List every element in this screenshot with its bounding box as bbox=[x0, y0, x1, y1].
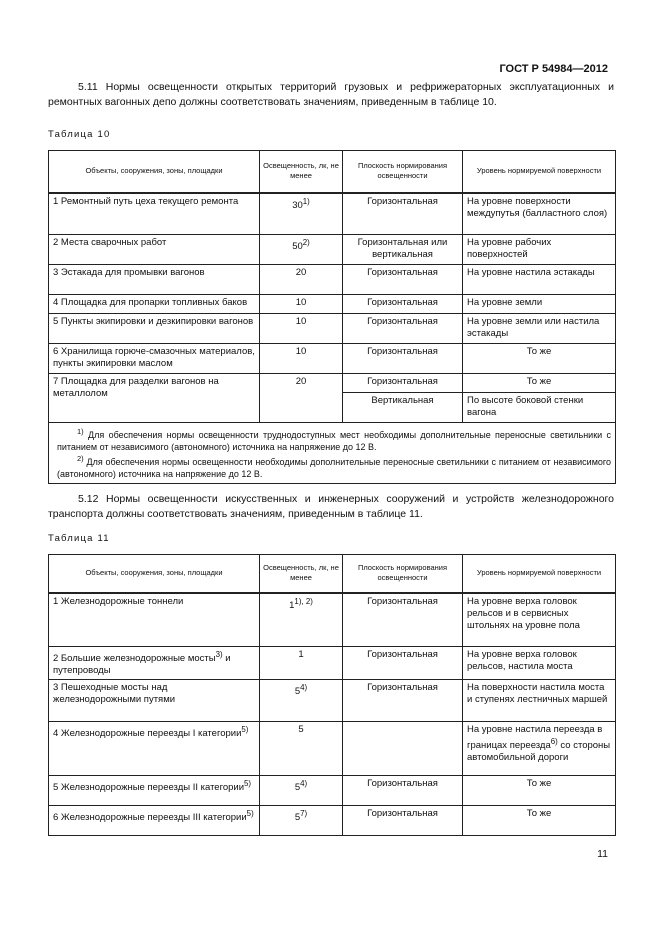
table-cell-lux: 10 bbox=[260, 344, 343, 374]
table-cell-plane bbox=[343, 722, 463, 776]
table-cell-plane: Горизонтальная bbox=[343, 344, 463, 374]
table-11-header-plane: Плоскость нормирования освещенности bbox=[343, 555, 463, 593]
table-cell-lux: 5$^{4)}$ bbox=[260, 776, 343, 806]
table-row bbox=[49, 344, 616, 374]
table-10-header-level: Уровень нормируемой поверхности bbox=[463, 151, 616, 193]
table-10-caption: Таблица 10 bbox=[48, 129, 111, 140]
table-cell-object: 5 Пункты экипировки и дезкипировки вагонов bbox=[49, 314, 260, 344]
table-row bbox=[49, 193, 616, 235]
paragraph-5-12: 5.12 Нормы освещенности искусственных и инженерных сооружений и устройств железнодорожного транспорта должны соответствовать значениям, приведенным в таблице 11. bbox=[48, 493, 614, 520]
table-cell-object: 4 Железнодорожные переезды I категории$^{5)}$ bbox=[49, 722, 260, 776]
table-cell-object: 6 Железнодорожные переезды III категории$^{5)}$ bbox=[49, 806, 260, 836]
table-cell-level: На уровне земли bbox=[463, 295, 616, 314]
table-row bbox=[49, 647, 616, 680]
table-cell-level: То же bbox=[463, 374, 616, 393]
table-cell-plane: Горизонтальная bbox=[343, 776, 463, 806]
table-cell-plane: Горизонтальная или вертикальная bbox=[343, 235, 463, 265]
table-cell-object: 5 Железнодорожные переезды II категории$^{5)}$ bbox=[49, 776, 260, 806]
table-cell-plane: Вертикальная bbox=[343, 393, 463, 423]
table-cell-plane: Горизонтальная bbox=[343, 314, 463, 344]
table-10-header-lux: Освещенность, лк, не менее bbox=[260, 151, 343, 193]
table-cell-lux: 20 bbox=[260, 265, 343, 295]
table-row bbox=[49, 722, 616, 776]
table-cell-object: 3 Эстакада для промывки вагонов bbox=[49, 265, 260, 295]
footnote: $^{2)}$ Для обеспечения нормы освещенности необходимы дополнительные переносные светильники с питанием от независимого (автономного) источника на напряжение до 12 В. bbox=[57, 454, 611, 479]
table-cell-lux: $1^{1), 2)}$ bbox=[260, 593, 343, 647]
table-row bbox=[49, 680, 616, 722]
table-row bbox=[49, 235, 616, 265]
table-cell-lux: 5$^{7)}$ bbox=[260, 806, 343, 836]
table-11 bbox=[48, 554, 616, 836]
table-row bbox=[49, 776, 616, 806]
table-cell-level: На уровне поверхности междупутья (балластного слоя) bbox=[463, 193, 616, 235]
table-cell-object: 7 Площадка для разделки вагонов на металлолом bbox=[49, 374, 260, 423]
table-11-header-object: Объекты, сооружения, зоны, площадки bbox=[49, 555, 260, 593]
table-cell-level: То же bbox=[463, 344, 616, 374]
table-cell-object: 6 Хранилища горюче-смазочных материалов, пункты экипировки маслом bbox=[49, 344, 260, 374]
table-cell-level: На уровне земли или настила эстакады bbox=[463, 314, 616, 344]
table-cell-object: 4 Площадка для пропарки топливных баков bbox=[49, 295, 260, 314]
table-cell-level: На уровне настила эстакады bbox=[463, 265, 616, 295]
table-cell-level: То же bbox=[463, 776, 616, 806]
footnote: $^{1)}$ Для обеспечения нормы освещенности труднодоступных мест необходимы дополнительные переносные светильники с питанием от независимого (автономного) источника на напряжение до 12 В. bbox=[57, 427, 611, 452]
table-cell-lux: 50$^{2)}$ bbox=[260, 235, 343, 265]
table-notes-row bbox=[49, 423, 616, 484]
table-cell-level: То же bbox=[463, 806, 616, 836]
table-cell-lux: 5 bbox=[260, 722, 343, 776]
table-cell-plane: Горизонтальная bbox=[343, 265, 463, 295]
table-10-header-plane: Плоскость нормирования освещенности bbox=[343, 151, 463, 193]
page-number: 11 bbox=[597, 848, 608, 860]
table-cell-object: 1 Железнодорожные тоннели bbox=[49, 593, 260, 647]
table-row bbox=[49, 593, 616, 647]
table-11-caption: Таблица 11 bbox=[48, 533, 110, 544]
table-cell-lux: 1 bbox=[260, 647, 343, 680]
table-cell-lux: 5$^{4)}$ bbox=[260, 680, 343, 722]
table-row bbox=[49, 806, 616, 836]
table-10 bbox=[48, 150, 616, 484]
table-cell-level: На уровне верха головок рельсов, настила моста bbox=[463, 647, 616, 680]
table-cell-plane: Горизонтальная bbox=[343, 806, 463, 836]
table-11-header-level: Уровень нормируемой поверхности bbox=[463, 555, 616, 593]
table-cell-plane: Горизонтальная bbox=[343, 374, 463, 393]
table-10-header-object: Объекты, сооружения, зоны, площадки bbox=[49, 151, 260, 193]
table-cell-object: 1 Ремонтный путь цеха текущего ремонта bbox=[49, 193, 260, 235]
table-cell-object: 2 Места сварочных работ bbox=[49, 235, 260, 265]
table-cell-object: 3 Пешеходные мосты над железнодорожными путями bbox=[49, 680, 260, 722]
table-cell-object: 2 Большие железнодорожные мосты$^{3)}$ и путепроводы bbox=[49, 647, 260, 680]
table-row bbox=[49, 374, 616, 393]
table-cell-plane: Горизонтальная bbox=[343, 193, 463, 235]
table-11-header-lux: Освещенность, лк, не менее bbox=[260, 555, 343, 593]
table-cell-lux: 20 bbox=[260, 374, 343, 423]
table-cell-plane: Горизонтальная bbox=[343, 593, 463, 647]
table-cell-lux: 30$^{1)}$ bbox=[260, 193, 343, 235]
table-row bbox=[49, 314, 616, 344]
table-row bbox=[49, 295, 616, 314]
table-cell-level: На поверхности настила моста и ступенях лестничных маршей bbox=[463, 680, 616, 722]
table-cell-plane: Горизонтальная bbox=[343, 680, 463, 722]
table-cell-level: На уровне настила переезда в границах переезда$^{6)}$ со стороны автомобильной дороги bbox=[463, 722, 616, 776]
table-cell-plane: Горизонтальная bbox=[343, 295, 463, 314]
table-cell-plane: Горизонтальная bbox=[343, 647, 463, 680]
table-cell-lux: 10 bbox=[260, 314, 343, 344]
table-cell-level: По высоте боковой стенки вагона bbox=[463, 393, 616, 423]
table-cell-lux: 10 bbox=[260, 295, 343, 314]
table-cell-level: На уровне верха головок рельсов и в сервисных штольнях на уровне пола bbox=[463, 593, 616, 647]
document-id: ГОСТ Р 54984—2012 bbox=[499, 63, 608, 75]
table-row bbox=[49, 265, 616, 295]
table-10-notes bbox=[49, 423, 616, 484]
table-cell-level: На уровне рабочих поверхностей bbox=[463, 235, 616, 265]
paragraph-5-11: 5.11 Нормы освещенности открытых территорий грузовых и рефрижераторных эксплуатационных и ремонтных вагонных депо должны соответствовать значениям, приведенным в таблице 10. bbox=[48, 81, 614, 108]
